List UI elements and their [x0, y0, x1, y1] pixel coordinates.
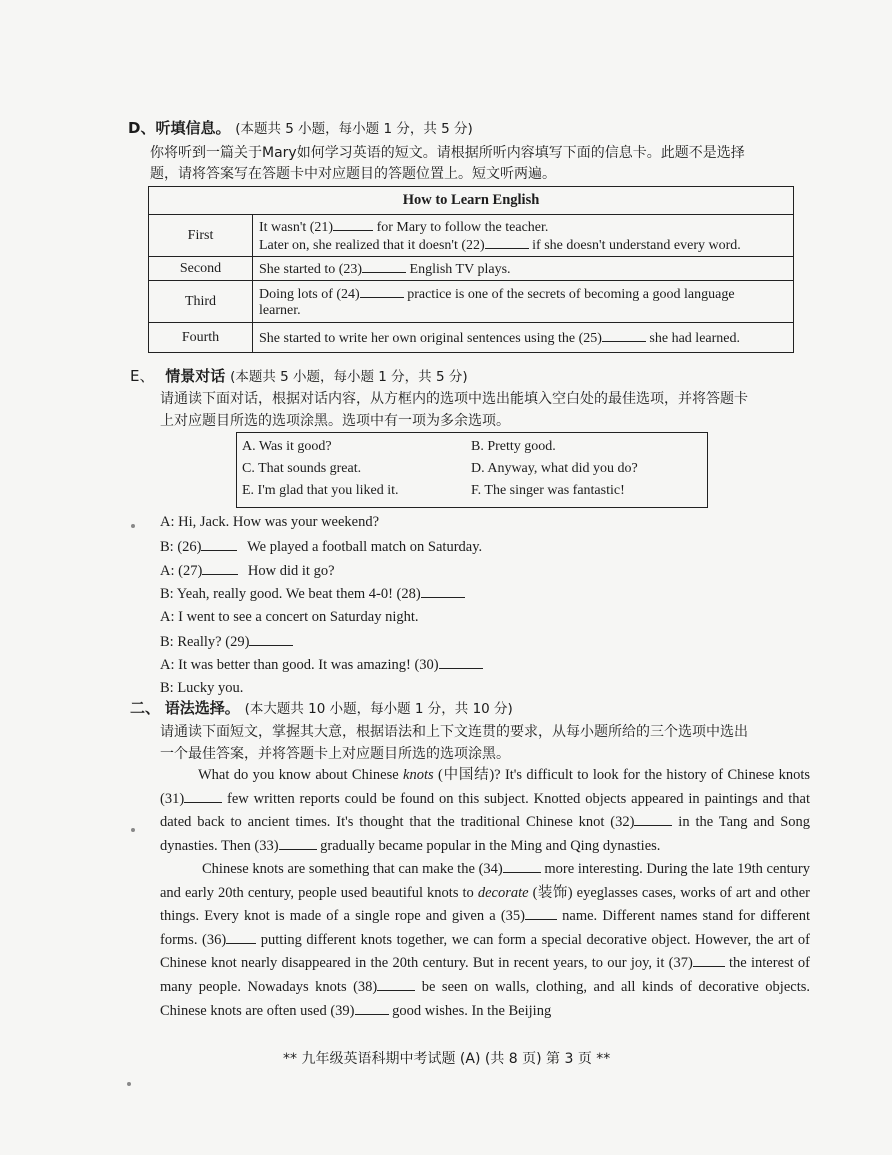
section-2-heading [130, 697, 513, 718]
section-e-instruction-2: 上对应题目所选的选项涂黑。选项中有一项为多余选项。 [160, 413, 510, 429]
section-2-label: 二、 [130, 699, 161, 717]
row-label: Third [149, 281, 253, 323]
answer-blank-23 [362, 260, 406, 273]
table-row [149, 215, 794, 257]
option-c: C. That sounds great. [242, 461, 362, 476]
section-d-label: D、听填信息。 [128, 119, 231, 137]
dialogue-line: A: Hi, Jack. How was your weekend? [160, 514, 380, 530]
answer-blank-22 [485, 236, 529, 249]
option-a: A. Was it good? [242, 439, 332, 454]
answer-blank-31 [184, 790, 222, 803]
answer-blank-38 [377, 978, 415, 991]
option-b: B. Pretty good. [471, 439, 556, 454]
section-d-instruction-1: 你将听到一篇关于Mary如何学习英语的短文。请根据所听内容填写下面的信息卡。此题不是选择 [150, 145, 745, 161]
option-f: F. The singer was fantastic! [471, 483, 625, 498]
info-card-title: How to Learn English [149, 187, 794, 215]
row-content: She started to write her own original sentences using the (25) she had learned. [253, 323, 794, 353]
dialogue-line: B: Really? (29) [160, 633, 293, 651]
dialogue-line: A: I went to see a concert on Saturday night. [160, 609, 419, 625]
answer-blank-27 [202, 562, 238, 575]
section-e-title: 情景对话 [165, 367, 226, 385]
answer-blank-39 [355, 1002, 389, 1015]
scan-speck [127, 1082, 131, 1086]
scan-speck [131, 524, 135, 528]
answer-blank-33 [279, 837, 317, 850]
section-e-label: E、 [130, 367, 155, 385]
answer-blank-29 [249, 633, 293, 646]
row-content: It wasn't (21) for Mary to follow the teacher. Later on, she realized that it doesn't (22) if she doesn't understand every word. [253, 215, 794, 257]
section-d-instruction-2: 题，请将答案写在答题卡中对应题目的答题位置上。短文听两遍。 [150, 166, 556, 182]
row-content: She started to (23) English TV plays. [253, 257, 794, 281]
dialogue-line: B: Yeah, really good. We beat them 4-0! (28) [160, 585, 465, 603]
section-d-heading [128, 117, 473, 138]
section-e-heading [130, 365, 468, 386]
section-2-points: (本大题共 10 小题，每小题 1 分，共 10 分) [244, 701, 513, 717]
row-label: Fourth [149, 323, 253, 353]
section-2-title: 语法选择。 [164, 699, 240, 717]
table-row [149, 323, 794, 353]
answer-blank-37 [693, 954, 725, 967]
dialogue-line: B: Lucky you. [160, 680, 244, 696]
table-row [149, 257, 794, 281]
section-2-instruction-1: 请通读下面短文，掌握其大意，根据语法和上下文连贯的要求，从每小题所给的三个选项中选出 [160, 724, 748, 740]
section-2-instruction-2: 一个最佳答案，并将答题卡上对应题目所选的选项涂黑。 [160, 746, 510, 762]
row-label: Second [149, 257, 253, 281]
dialogue-line: A: It was better than good. It was amazing! (30) [160, 656, 483, 674]
option-e: E. I'm glad that you liked it. [242, 483, 399, 498]
passage-paragraph-1: What do you know about Chinese knots (中国结)? It's difficult to look for the history of Chinese knots (31) few written reports could be found on this subject. Knotted objects appeared in paintings and that dated back to ancient times. It's thought that the traditional Chinese knot (32) in the Tang and Song dynasties. Then (33) gradually became popular in the Ming and Qing dynasties. [160, 767, 811, 854]
dialogue-line: B: (26) We played a football match on Saturday. [160, 539, 483, 555]
table-row [149, 281, 794, 323]
answer-blank-34 [503, 860, 541, 873]
answer-blank-28 [421, 585, 465, 598]
scan-speck [131, 828, 135, 832]
answer-blank-32 [634, 813, 672, 826]
answer-blank-35 [525, 907, 557, 920]
answer-blank-26 [201, 538, 237, 551]
section-e-instruction-1: 请通读下面对话，根据对话内容，从方框内的选项中选出能填入空白处的最佳选项，并将答题卡 [160, 391, 748, 407]
row-content: Doing lots of (24) practice is one of the secrets of becoming a good language learner. [253, 281, 794, 323]
info-card-table [148, 186, 794, 353]
options-box [236, 432, 708, 508]
row-label: First [149, 215, 253, 257]
passage-paragraph-2: Chinese knots are something that can make the (34) more interesting. During the late 19th century and early 20th century, people used beautiful knots to decorate (装饰) eyeglasses cases, works of art and other things. Every knot is made of a single rope and given a (35) name. Different names stand for different forms. (36) putting different knots together, we can form a special decorative object. However, the art of Chinese knot nearly disappeared in the 20th century. But in recent years, to our joy, it (37) the interest of many people. Nowadays knots (38) be seen on walls, clothing, and all kinds of decorative objects. Chinese knots are often used (39) good wishes. In the Beijing [160, 861, 811, 1019]
answer-blank-25 [602, 329, 646, 342]
answer-blank-30 [439, 656, 483, 669]
section-d-points: (本题共 5 小题，每小题 1 分，共 5 分) [235, 121, 473, 137]
option-d: D. Anyway, what did you do? [471, 461, 638, 476]
page-footer: ** 九年级英语科期中考试题 (A) (共 8 页) 第 3 页 ** [283, 1051, 611, 1067]
section-e-points: (本题共 5 小题，每小题 1 分，共 5 分) [230, 369, 468, 385]
answer-blank-21 [333, 218, 373, 231]
answer-blank-36 [226, 931, 256, 944]
answer-blank-24 [360, 285, 404, 298]
dialogue-line: A: (27) How did it go? [160, 563, 335, 579]
